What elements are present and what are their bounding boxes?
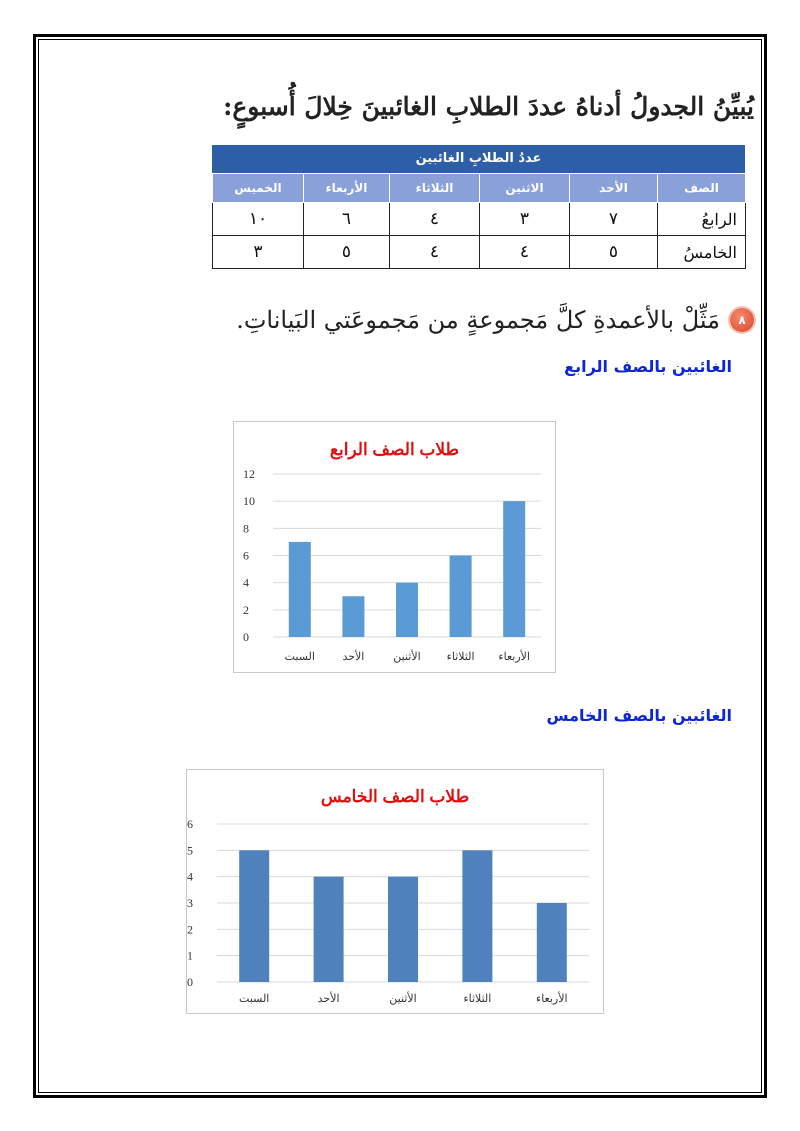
header-tuesday: الثلاثاء	[390, 174, 480, 203]
x-tick-label: الثلاثاء	[463, 993, 492, 1005]
y-tick-label: 2	[187, 922, 193, 937]
y-tick-label: 0	[243, 630, 249, 644]
bar	[450, 556, 472, 638]
question-text: مَثِّلْ بالأعمدةِ كلَّ مَجموعةٍ من مَجموعَتي البَياناتِ.	[236, 306, 720, 334]
table-title: عددُ الطلابِ الغائبين	[212, 145, 745, 173]
bar	[314, 877, 344, 982]
absence-data-table	[212, 173, 746, 269]
x-tick-label: الأثنين	[393, 651, 421, 663]
bar	[239, 850, 269, 982]
chart-fourth-grade	[233, 421, 556, 673]
chart-title: طلاب الصف الرابع	[329, 440, 460, 459]
table-cell: ٤	[480, 236, 570, 269]
y-tick-label: 10	[243, 494, 255, 509]
y-tick-label: 4	[243, 575, 249, 590]
bar	[537, 903, 567, 982]
y-tick-label: 4	[187, 869, 193, 884]
y-tick-label: 1	[187, 948, 193, 963]
table-cell: الرابعُ	[658, 203, 746, 236]
bar	[289, 542, 311, 637]
section-heading-fifth: الغائبين بالصف الخامس	[546, 706, 732, 725]
bar	[503, 501, 525, 637]
header-sunday: الأحد	[570, 174, 658, 203]
y-tick-label: 5	[187, 843, 193, 858]
x-tick-label: الأحد	[342, 651, 365, 663]
x-tick-label: الأربعاء	[498, 651, 530, 663]
table-cell: ٥	[304, 236, 390, 269]
table-cell: الخامسُ	[658, 236, 746, 269]
y-tick-label: 8	[243, 521, 249, 536]
table-cell: ٦	[304, 203, 390, 236]
question-line	[236, 306, 754, 334]
table-header-row	[213, 174, 746, 203]
chart-fifth-svg	[187, 770, 603, 1013]
y-tick-label: 12	[243, 467, 255, 481]
y-tick-label: 0	[187, 975, 193, 989]
intro-text: يُبيِّنُ الجدولُ أدناهُ عددَ الطلابِ الغائبينَ خِلالَ أُسبوعٍ:	[223, 92, 754, 121]
chart-fourth-svg	[234, 422, 555, 672]
chart-fifth-grade	[186, 769, 604, 1014]
bar	[388, 877, 418, 982]
table-row	[213, 203, 746, 236]
table-cell: ٧	[570, 203, 658, 236]
x-tick-label: السبت	[239, 993, 270, 1005]
table-cell: ١٠	[213, 203, 304, 236]
x-tick-label: الأربعاء	[536, 993, 568, 1005]
y-tick-label: 6	[243, 548, 249, 563]
table-cell: ٣	[213, 236, 304, 269]
table-cell: ٤	[390, 236, 480, 269]
table-cell: ٣	[480, 203, 570, 236]
bar	[396, 583, 418, 637]
table-cell: ٥	[570, 236, 658, 269]
header-monday: الاثنين	[480, 174, 570, 203]
header-class: الصف	[658, 174, 746, 203]
header-wednesday: الأربعاء	[304, 174, 390, 203]
x-tick-label: الأثنين	[389, 993, 417, 1005]
table-row	[213, 236, 746, 269]
y-tick-label: 6	[187, 817, 193, 831]
x-tick-label: الثلاثاء	[446, 651, 475, 663]
absence-table	[212, 145, 745, 269]
section-heading-fourth: الغائبين بالصف الرابع	[564, 357, 732, 376]
x-tick-label: الأحد	[317, 993, 340, 1005]
bar	[462, 850, 492, 982]
question-number-badge: ٨	[730, 308, 754, 332]
y-tick-label: 2	[243, 602, 249, 617]
header-thursday: الخميس	[213, 174, 304, 203]
bar	[342, 596, 364, 637]
table-cell: ٤	[390, 203, 480, 236]
x-tick-label: السبت	[284, 651, 315, 663]
y-tick-label: 3	[187, 896, 193, 910]
chart-title: طلاب الصف الخامس	[320, 787, 470, 806]
